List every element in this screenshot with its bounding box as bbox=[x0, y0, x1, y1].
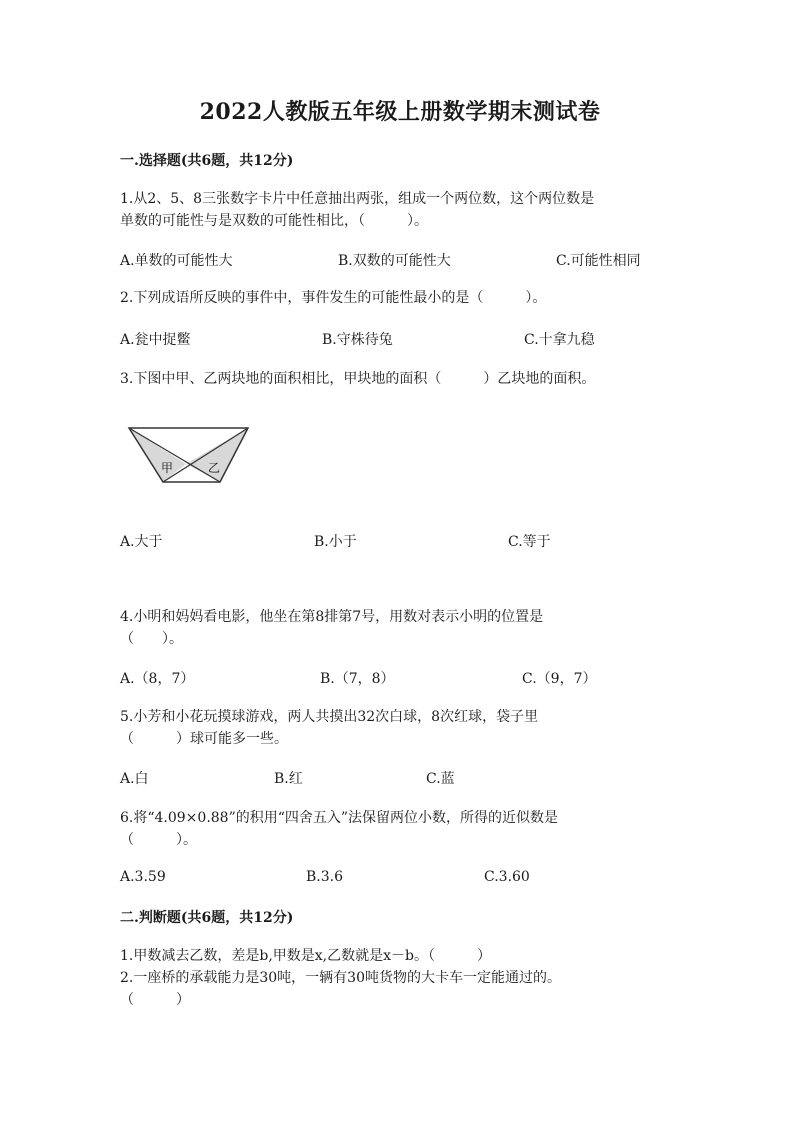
question-4-option-a: A.（8，7） bbox=[120, 671, 195, 687]
question-5-option-b: B.红 bbox=[274, 771, 303, 787]
question-6-option-c: C.3.60 bbox=[484, 869, 530, 885]
question-4-line-1: 4.小明和妈妈看电影，他坐在第8排第7号，用数对表示小明的位置是 bbox=[120, 609, 544, 625]
question-6-option-b: B.3.6 bbox=[306, 869, 344, 885]
judgement-2-line-2: （ ） bbox=[120, 992, 190, 1008]
question-6-line-1: 6.将“4.09×0.88”的积用“四舍五入”法保留两位小数，所得的近似数是 bbox=[120, 810, 559, 826]
question-2-option-a: A.瓮中捉鳖 bbox=[120, 332, 191, 348]
question-1-option-b: B.双数的可能性大 bbox=[338, 253, 451, 269]
question-2-option-b: B.守株待兔 bbox=[322, 332, 393, 348]
judgement-1-line-1: 1.甲数减去乙数，差是b,甲数是x,乙数就是x－b。（ ） bbox=[120, 948, 491, 964]
question-2-option-c: C.十拿九稳 bbox=[524, 332, 595, 348]
question-5-option-a: A.白 bbox=[120, 771, 149, 787]
question-5-line-2: （ ）球可能多一些。 bbox=[120, 731, 288, 747]
question-1-option-a: A.单数的可能性大 bbox=[120, 253, 233, 269]
question-2-line-1: 2.下列成语所反映的事件中，事件发生的可能性最小的是（ ）。 bbox=[120, 290, 547, 306]
question-6-line-2: （ ）。 bbox=[120, 832, 197, 848]
section-heading-choice: 一.选择题(共6题，共12分) bbox=[120, 153, 294, 169]
question-3-line-1: 3.下图中甲、乙两块地的面积相比，甲块地的面积（ ）乙块地的面积。 bbox=[120, 371, 596, 387]
judgement-2-line-1: 2.一座桥的承载能力是30吨，一辆有30吨货物的大卡车一定能通过的。 bbox=[120, 970, 561, 986]
question-3-option-c: C.等于 bbox=[508, 534, 551, 550]
question-4-option-c: C.（9，7） bbox=[522, 671, 597, 687]
question-5-line-1: 5.小芳和小花玩摸球游戏，两人共摸出32次白球，8次红球，袋子里 bbox=[120, 709, 539, 725]
section-heading-judgement: 二.判断题(共6题，共12分) bbox=[120, 910, 294, 926]
label-yi: 乙 bbox=[208, 461, 221, 475]
question-1-option-c: C.可能性相同 bbox=[556, 253, 641, 269]
trapezoid-figure bbox=[125, 420, 255, 490]
question-5-option-c: C.蓝 bbox=[426, 771, 455, 787]
question-3-option-a: A.大于 bbox=[120, 534, 163, 550]
question-4-line-2: （ ）。 bbox=[120, 631, 183, 647]
question-1-line-2: 单数的可能性与是双数的可能性相比，（ ）。 bbox=[120, 213, 428, 229]
page-title: 2022人教版五年级上册数学期末测试卷 bbox=[199, 99, 601, 125]
question-3-option-b: B.小于 bbox=[314, 534, 357, 550]
question-1-line-1: 1.从2、5、8三张数字卡片中任意抽出两张，组成一个两位数，这个两位数是 bbox=[120, 191, 595, 207]
label-jia: 甲 bbox=[161, 461, 174, 475]
question-6-option-a: A.3.59 bbox=[120, 869, 166, 885]
question-4-option-b: B.（7，8） bbox=[320, 671, 395, 687]
